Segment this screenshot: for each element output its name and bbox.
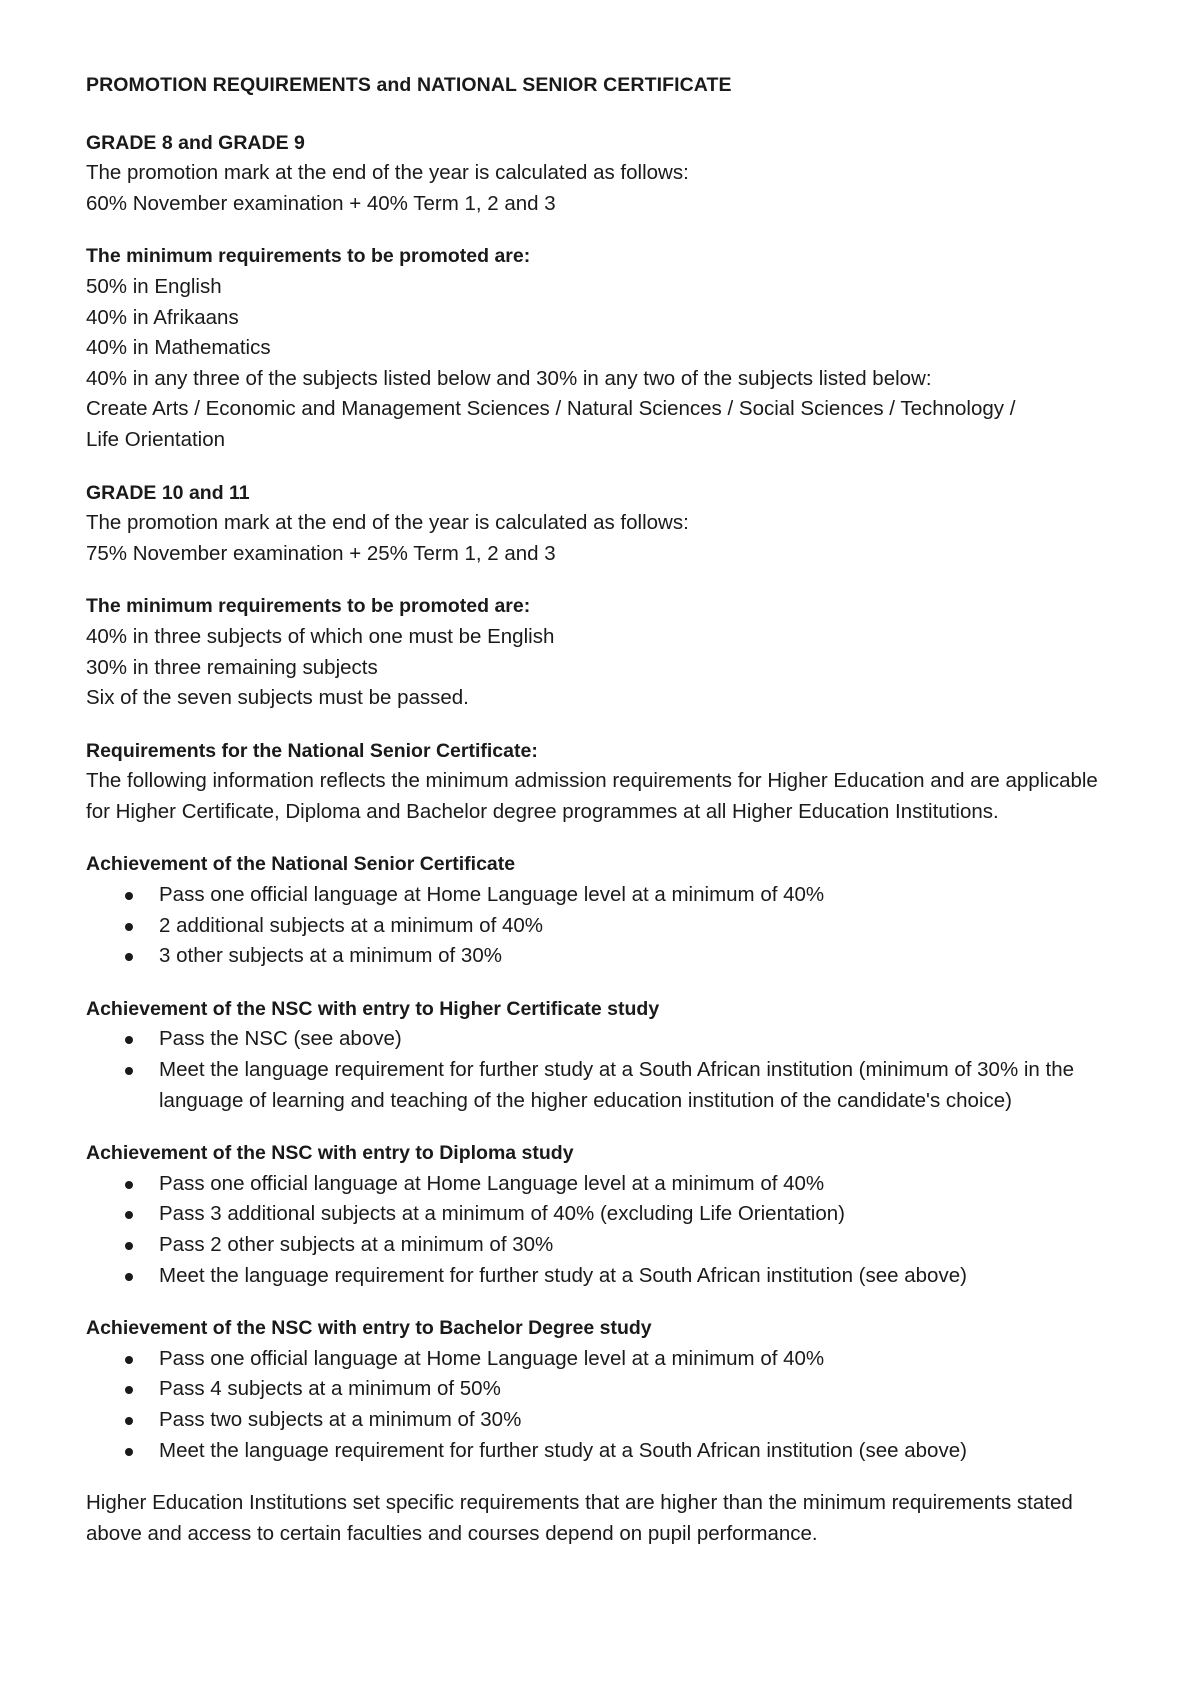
section-grade-10-11 [86,478,1126,570]
text-line: Create Arts / Economic and Management Sciences / Natural Sciences / Social Sciences / Technology / [86,397,1016,421]
section-nsc-requirements [86,736,1126,828]
text-line: Six of the seven subjects must be passed. [86,686,469,710]
text-line: 30% in three remaining subjects [86,655,378,679]
list-item-text: 2 additional subjects at a minimum of 40% [159,913,544,937]
list-item-text: Pass one official language at Home Language level at a minimum of 40% [159,1346,825,1370]
section-achievement-nsc [86,849,1126,971]
section-heading: GRADE 8 and GRADE 9 [86,131,305,154]
list-item-text: Meet the language requirement for further study at a South African institution (see above) [159,1438,967,1462]
bullet-icon [125,1067,133,1075]
text-line: 75% November examination + 25% Term 1, 2 and 3 [86,541,556,565]
list-item [86,1169,1126,1200]
list-item [86,941,1126,972]
bullet-list [86,1169,1126,1291]
section-heading: Achievement of the NSC with entry to Higher Certificate study [86,997,660,1020]
list-item [86,880,1126,911]
text-line: 50% in English [86,274,222,298]
section-heading: Requirements for the National Senior Certificate: [86,739,538,762]
text-line: 40% in any three of the subjects listed below and 30% in any two of the subjects listed below: [86,366,932,390]
section-achievement-diploma [86,1138,1126,1291]
document-page [86,70,1126,1549]
bullet-icon [125,1211,133,1219]
text-line: 40% in Mathematics [86,336,271,360]
bullet-icon [125,1386,133,1394]
list-item [86,1024,1126,1055]
list-item-text: Pass two subjects at a minimum of 30% [159,1407,522,1431]
list-item [86,1261,1126,1292]
bullet-icon [125,1036,133,1044]
list-item [86,1344,1126,1375]
list-item-text: 3 other subjects at a minimum of 30% [159,944,502,968]
list-item-text: Pass one official language at Home Language level at a minimum of 40% [159,883,825,907]
bullet-list [86,1344,1126,1466]
bullet-icon [125,1181,133,1189]
section-min-requirements-10-11 [86,591,1126,713]
bullet-icon [125,1242,133,1250]
text-line: Life Orientation [86,427,226,451]
list-item-text: Pass the NSC (see above) [159,1027,402,1051]
list-item-text: Pass 2 other subjects at a minimum of 30% [159,1233,554,1256]
list-item-text: Meet the language requirement for further study at a South African institution (minimum of 30% in the language of learning and teaching of the higher education institution of the candidate's choice) [159,1058,1075,1112]
section-heading: GRADE 10 and 11 [86,481,250,504]
list-item [86,1374,1126,1405]
bullet-list [86,1024,1126,1116]
section-heading: The minimum requirements to be promoted are: [86,245,531,268]
text-line: 40% in three subjects of which one must be English [86,624,555,648]
closing-paragraph: Higher Education Institutions set specific requirements that are higher than the minimum requirements stated above and access to certain faculties and courses depend on pupil performance. [86,1491,1073,1545]
section-heading: Achievement of the NSC with entry to Bachelor Degree study [86,1317,652,1340]
section-heading: The minimum requirements to be promoted are: [86,595,531,618]
list-item [86,911,1126,942]
text-line: 60% November examination + 40% Term 1, 2 and 3 [86,191,556,215]
list-item [86,1436,1126,1467]
text-line: The promotion mark at the end of the year is calculated as follows: [86,511,689,535]
document-title: PROMOTION REQUIREMENTS and NATIONAL SENIOR CERTIFICATE [86,74,732,96]
bullet-list [86,880,1126,972]
list-item [86,1230,1126,1261]
text-line: The promotion mark at the end of the year is calculated as follows: [86,161,689,185]
list-item-text: Pass 4 subjects at a minimum of 50% [159,1377,501,1401]
bullet-icon [125,892,133,900]
paragraph: The following information reflects the minimum admission requirements for Higher Education and are applicable for Higher Certificate, Diploma and Bachelor degree programmes at all Higher Education Institutions. [86,769,1098,823]
section-grade-8-9 [86,128,1126,220]
section-heading: Achievement of the National Senior Certificate [86,853,516,876]
bullet-icon [125,953,133,961]
list-item-text: Meet the language requirement for further study at a South African institution (see above) [159,1263,967,1287]
section-achievement-higher-certificate [86,994,1126,1116]
list-item [86,1405,1126,1436]
section-heading: Achievement of the NSC with entry to Diploma study [86,1142,574,1165]
bullet-icon [125,1356,133,1364]
bullet-icon [125,1448,133,1456]
list-item [86,1055,1126,1116]
bullet-icon [125,923,133,931]
bullet-icon [125,1273,133,1281]
text-line: 40% in Afrikaans [86,305,239,329]
list-item-text: Pass one official language at Home Language level at a minimum of 40% [159,1171,825,1195]
list-item [86,1199,1126,1230]
section-min-requirements-8-9 [86,241,1126,455]
section-achievement-bachelor [86,1313,1126,1466]
list-item-text: Pass 3 additional subjects at a minimum of 40% (excluding Life Orientation) [159,1202,845,1226]
bullet-icon [125,1417,133,1425]
